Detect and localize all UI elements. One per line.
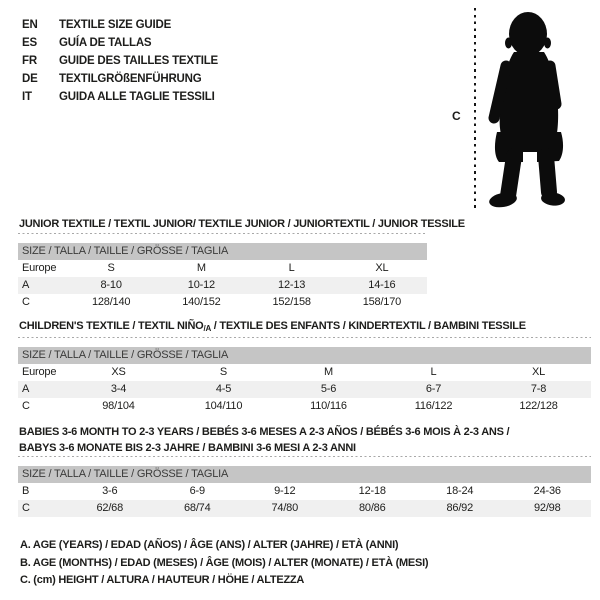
size-cell: L — [288, 262, 295, 274]
size-cell: 7-8 — [530, 383, 547, 395]
language-row-es — [22, 34, 218, 52]
size-cell: S — [219, 366, 228, 378]
language-code: FR — [22, 55, 37, 67]
language-code: ES — [22, 37, 37, 49]
size-cell: 116/122 — [414, 400, 453, 412]
table-top-rule — [18, 456, 591, 457]
language-label: GUÍA DE TALLAS — [59, 37, 152, 49]
row-label: A — [22, 279, 30, 291]
section-title-junior — [19, 218, 465, 230]
size-cell: 98/104 — [102, 400, 135, 412]
table-row-age — [18, 381, 591, 398]
table-row-europe — [18, 364, 591, 381]
size-cell: 5-6 — [320, 383, 337, 395]
size-cell: 62/68 — [96, 502, 124, 514]
size-table-children — [18, 337, 591, 415]
size-cell: 122/128 — [519, 400, 558, 412]
size-cell: M — [324, 366, 333, 378]
language-row-it — [22, 88, 218, 106]
language-label: TEXTILGRÖßENFÜHRUNG — [59, 73, 202, 85]
table-header-bar: SIZE / TALLA / TAILLE / GRÖSSE / TAGLIA — [18, 347, 591, 364]
size-cell: XL — [531, 366, 546, 378]
table-row-height — [18, 398, 591, 415]
footnote-c: C. (cm) HEIGHT / ALTURA / HAUTEUR / HÖHE / ALTEZZA — [20, 574, 305, 586]
section-title-text: / TEXTILE DES ENFANTS / KINDERTEXTIL / BAMBINI TESSILE — [210, 320, 526, 332]
section-title-text: CHILDREN'S TEXTILE / TEXTIL NIÑO — [19, 320, 204, 332]
row-label: C — [22, 296, 30, 308]
row-label: B — [22, 485, 30, 497]
table-row-age — [18, 277, 427, 294]
size-cell: 9-12 — [274, 485, 296, 497]
row-label: C — [22, 502, 30, 514]
size-cell: 152/158 — [272, 296, 311, 308]
size-cell: 4-5 — [215, 383, 232, 395]
size-cell: 18-24 — [446, 485, 474, 497]
language-code: IT — [22, 91, 32, 103]
size-cell: 3-4 — [110, 383, 127, 395]
size-cell: M — [196, 262, 206, 274]
size-cell: 158/170 — [362, 296, 402, 308]
size-cell: 74/80 — [271, 502, 299, 514]
section-title-line2: BABYS 3-6 MONATE BIS 2-3 JAHRE / BAMBINI 3-6 MESI A 2-3 ANNI — [19, 442, 356, 454]
size-cell: 14-16 — [368, 279, 396, 291]
size-cell: 12-18 — [358, 485, 386, 497]
size-table-junior — [18, 233, 427, 311]
size-cell: 92/98 — [533, 502, 561, 514]
size-cell: 24-36 — [533, 485, 561, 497]
size-cell: 110/116 — [310, 400, 347, 412]
language-label: TEXTILE SIZE GUIDE — [59, 19, 172, 31]
section-title-babies — [19, 424, 509, 456]
height-measure-label: C — [452, 109, 461, 123]
size-cell: 3-6 — [102, 485, 118, 497]
table-top-rule — [18, 233, 427, 234]
size-cell: 12-13 — [278, 279, 306, 291]
size-cell: 128/140 — [91, 296, 131, 308]
footnotes — [20, 537, 428, 590]
size-cell: 8-10 — [100, 279, 122, 291]
language-row-en — [22, 16, 218, 34]
language-row-de — [22, 70, 218, 88]
section-title-text: JUNIOR TEXTILE / TEXTIL JUNIOR/ TEXTILE JUNIOR / JUNIORTEXTIL / JUNIOR TESSILE — [19, 218, 465, 230]
size-cell: 68/74 — [183, 502, 211, 514]
section-title-subscript: /A — [203, 324, 211, 333]
baby-silhouette-icon — [487, 4, 599, 209]
row-label: A — [22, 383, 30, 395]
language-label: GUIDE DES TAILLES TEXTILE — [59, 55, 218, 67]
size-cell: S — [107, 262, 115, 274]
language-row-fr — [22, 52, 218, 70]
table-row-age-months — [18, 483, 591, 500]
language-title-block — [22, 16, 218, 106]
table-header-bar: SIZE / TALLA / TAILLE / GRÖSSE / TAGLIA — [18, 466, 591, 483]
table-top-rule — [18, 337, 591, 338]
size-cell: XS — [111, 366, 126, 378]
size-cell: 10-12 — [187, 279, 215, 291]
size-cell: 80/86 — [358, 502, 386, 514]
height-measure-dotted-line — [474, 8, 476, 208]
size-table-babies — [18, 456, 591, 517]
table-row-height — [18, 500, 591, 517]
size-cell: L — [430, 366, 437, 378]
language-label: GUIDA ALLE TAGLIE TESSILI — [59, 91, 215, 103]
row-label: C — [22, 400, 30, 412]
table-row-height — [18, 294, 427, 311]
section-title-line1: BABIES 3-6 MONTH TO 2-3 YEARS / BEBÉS 3-6 MESES A 2-3 AÑOS / BÉBÉS 3-6 MOIS À 2-3 ANS / — [19, 426, 510, 438]
language-code: DE — [22, 73, 38, 85]
section-title-children — [19, 320, 526, 333]
size-cell: 6-9 — [189, 485, 205, 497]
footnote-a: A. AGE (YEARS) / EDAD (AÑOS) / ÂGE (ANS) / ALTER (JAHRE) / ETÀ (ANNI) — [20, 539, 399, 551]
size-cell: 86/92 — [446, 502, 474, 514]
size-cell: 104/110 — [204, 400, 243, 412]
language-code: EN — [22, 19, 38, 31]
table-row-europe — [18, 260, 427, 277]
footnote-b: B. AGE (MONTHS) / EDAD (MESES) / ÂGE (MOIS) / ALTER (MONATE) / ETÀ (MESI) — [20, 556, 429, 569]
size-cell: 6-7 — [425, 383, 442, 395]
size-cell: XL — [375, 262, 389, 274]
table-header-bar: SIZE / TALLA / TAILLE / GRÖSSE / TAGLIA — [18, 243, 427, 260]
row-label: Europe — [22, 262, 57, 274]
size-cell: 140/152 — [182, 296, 221, 308]
row-label: Europe — [22, 366, 57, 378]
